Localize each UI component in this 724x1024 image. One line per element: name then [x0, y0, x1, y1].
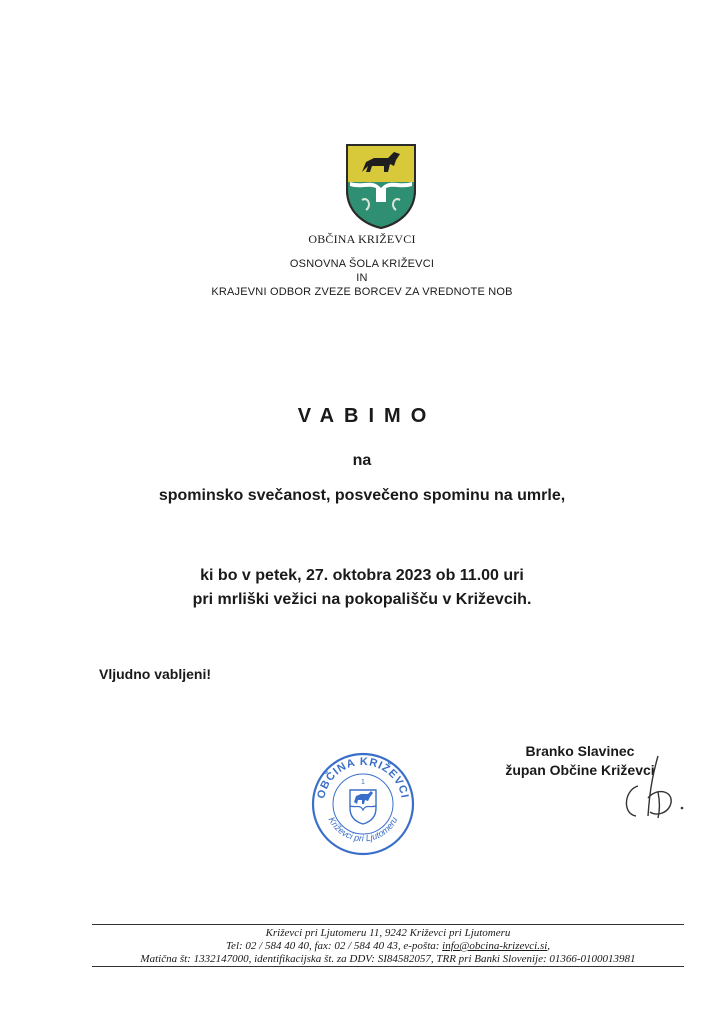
partner-school: OSNOVNA ŠOLA KRIŽEVCI — [289, 258, 435, 270]
footer-top-rule — [92, 924, 684, 925]
signer-name: Branko Slavinec — [525, 743, 635, 759]
handwritten-signature-icon — [614, 750, 696, 824]
signer-title: župan Občine Križevci — [505, 762, 655, 778]
footer-contact-suffix: , — [547, 940, 551, 952]
svg-text:Križevci pri Ljutomeru — [327, 815, 400, 843]
footer-registry: Matična št: 1332147000, identifikacijska št. za DDV: SI84582057, TRR pri Banki Slovenije: 01366-0100013981 — [140, 953, 636, 965]
invitation-preposition: na — [352, 452, 372, 469]
event-purpose: spominsko svečanost, posvečeno spominu na umrle, — [158, 487, 566, 504]
partner-committee: KRAJEVNI ODBOR ZVEZE BORCEV ZA VREDNOTE NOB — [211, 286, 513, 298]
footer-contact-prefix: Tel: 02 / 584 40 40, fax: 02 / 584 40 43, e-pošta: — [225, 940, 443, 952]
coat-of-arms-icon — [344, 142, 418, 230]
municipal-seal-icon — [308, 752, 418, 856]
footer-contact — [92, 940, 684, 952]
svg-text:OBČINA KRIŽEVCI — [315, 756, 410, 800]
seal-bottom-text: Križevci pri Ljutomeru — [326, 815, 400, 844]
event-location: pri mrliški vežici na pokopališču v Križevcih. — [192, 591, 532, 608]
footer-email-link[interactable]: info@obcina-krizevci.si — [442, 940, 548, 952]
invitation-heading: VABIMO — [297, 405, 437, 427]
municipality-name: OBČINA KRIŽEVCI — [308, 232, 416, 246]
partner-conjunction: IN — [356, 272, 368, 284]
footer-address: Križevci pri Ljutomeru 11, 9242 Križevci pri Ljutomeru — [265, 927, 511, 939]
event-date-time: ki bo v petek, 27. oktobra 2023 ob 11.00 uri — [200, 567, 524, 584]
seal-number: 1 — [361, 779, 365, 786]
seal-top-text: OBČINA KRIŽEVCI — [315, 755, 411, 800]
footer-bottom-rule — [92, 966, 684, 967]
greeting: Vljudno vabljeni! — [99, 666, 212, 682]
